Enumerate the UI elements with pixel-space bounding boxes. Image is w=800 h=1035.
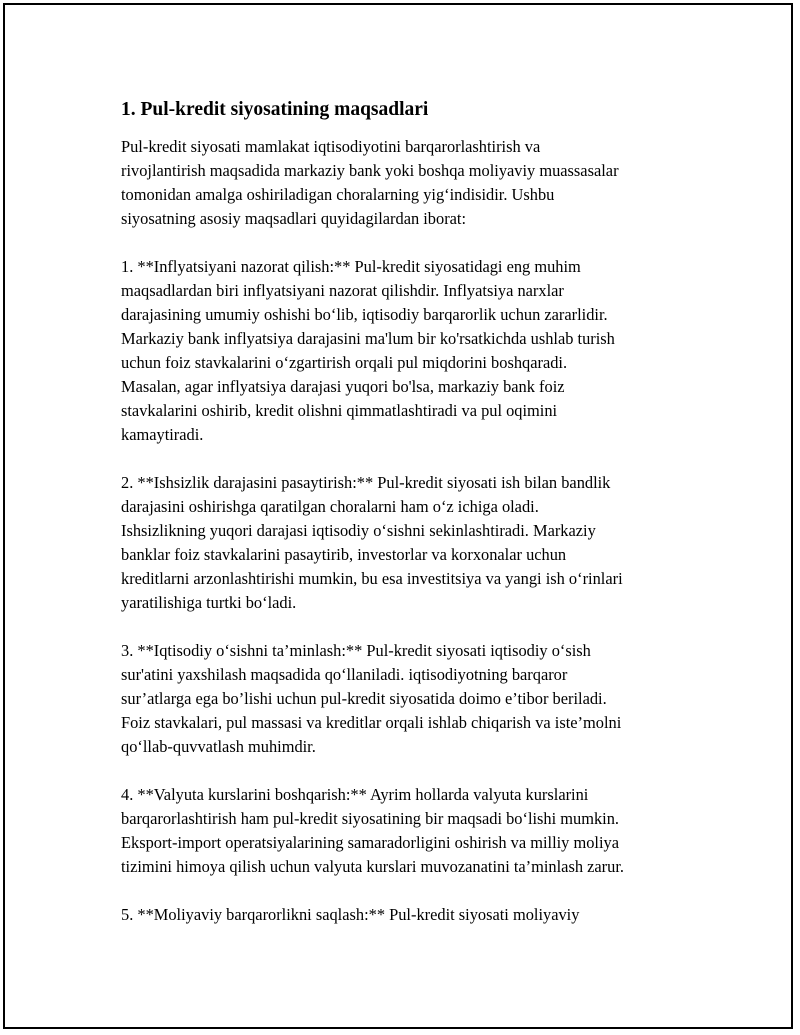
text-line: kamaytiradi. — [121, 425, 204, 444]
text-line: 2. **Ishsizlik darajasini pasaytirish:** Pul-kredit siyosati ish bilan bandlik — [121, 473, 611, 492]
text-line: sur’atlarga ega bo’lishi uchun pul-kredit siyosatida doimo e’tibor beriladi. — [121, 689, 607, 708]
unemployment-paragraph — [121, 471, 701, 615]
text-line: rivojlantirish maqsadida markaziy bank yoki boshqa moliyaviy muassasalar — [121, 161, 619, 180]
text-line: yaratilishiga turtki bo‘ladi. — [121, 593, 297, 612]
text-line: Foiz stavkalari, pul massasi va kreditlar orqali ishlab chiqarish va iste’molni — [121, 713, 622, 732]
intro-paragraph — [121, 135, 701, 231]
text-line: tomonidan amalga oshiriladigan choralarning yig‘indisidir. Ushbu — [121, 185, 555, 204]
inflation-paragraph — [121, 255, 701, 447]
text-line: Ishsizlikning yuqori darajasi iqtisodiy o‘sishni sekinlashtiradi. Markaziy — [121, 521, 596, 540]
text-line: qo‘llab-quvvatlash muhimdir. — [121, 737, 316, 756]
text-line: kreditlarni arzonlashtirishi mumkin, bu esa investitsiya va yangi ish o‘rinlari — [121, 569, 623, 588]
growth-paragraph — [121, 639, 701, 759]
text-line: barqarorlashtirish ham pul-kredit siyosatining bir maqsadi bo‘lishi mumkin. — [121, 809, 620, 828]
text-line: 4. **Valyuta kurslarini boshqarish:** Ayrim hollarda valyuta kurslarini — [121, 785, 589, 804]
text-line: uchun foiz stavkalarini o‘zgartirish orqali pul miqdorini boshqaradi. — [121, 353, 568, 372]
financial-stability-paragraph — [121, 903, 701, 927]
text-line: siyosatning asosiy maqsadlari quyidagilardan iborat: — [121, 209, 467, 228]
document-page — [3, 3, 793, 1029]
text-line: 1. **Inflyatsiyani nazorat qilish:** Pul-kredit siyosatidagi eng muhim — [121, 257, 581, 276]
text-line: banklar foiz stavkalarini pasaytirib, investorlar va korxonalar uchun — [121, 545, 567, 564]
text-line: 3. **Iqtisodiy o‘sishni ta’minlash:** Pul-kredit siyosati iqtisodiy o‘sish — [121, 641, 591, 660]
exchange-rate-paragraph — [121, 783, 701, 879]
text-line: Masalan, agar inflyatsiya darajasi yuqori bo'lsa, markaziy bank foiz — [121, 377, 565, 396]
text-line: 5. **Moliyaviy barqarorlikni saqlash:** Pul-kredit siyosati moliyaviy — [121, 905, 580, 924]
text-line: Eksport-import operatsiyalarining samaradorligini oshirish va milliy moliya — [121, 833, 620, 852]
text-line: darajasini oshirishga qaratilgan choralarni ham o‘z ichiga oladi. — [121, 497, 539, 516]
text-line: stavkalarini oshirib, kredit olishni qimmatlashtiradi va pul oqimini — [121, 401, 558, 420]
document-body — [121, 98, 701, 951]
text-line: tizimini himoya qilish uchun valyuta kurslari muvozanatini ta’minlash zarur. — [121, 857, 624, 876]
text-line: maqsadlardan biri inflyatsiyani nazorat qilishdir. Inflyatsiya narxlar — [121, 281, 564, 300]
text-line: sur'atini yaxshilash maqsadida qo‘llaniladi. iqtisodiyotning barqaror — [121, 665, 568, 684]
section-heading: 1. Pul-kredit siyosatining maqsadlari — [121, 99, 429, 120]
text-line: Markaziy bank inflyatsiya darajasini ma'lum bir ko'rsatkichda ushlab turish — [121, 329, 615, 348]
text-line: darajasining umumiy oshishi bo‘lib, iqtisodiy barqarorlik uchun zararlidir. — [121, 305, 608, 324]
text-line: Pul-kredit siyosati mamlakat iqtisodiyotini barqarorlashtirish va — [121, 137, 541, 156]
